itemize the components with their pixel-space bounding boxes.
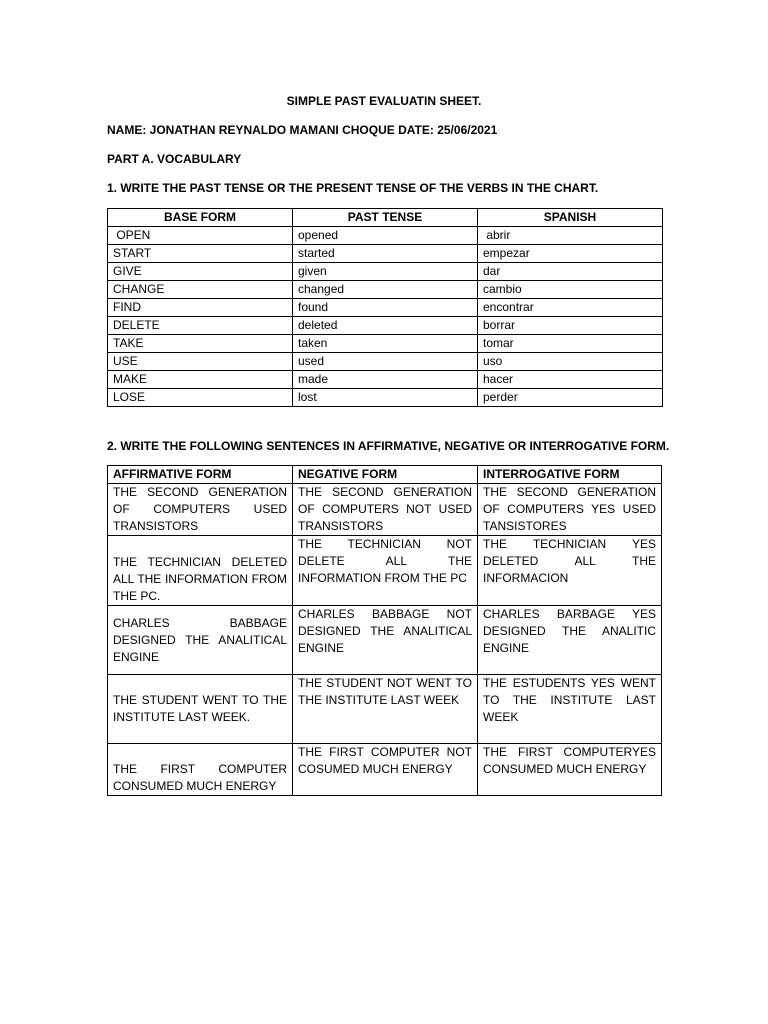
vocab-row [108, 299, 663, 317]
vocab-spanish-cell: cambio [478, 281, 663, 299]
vocab-row [108, 227, 663, 245]
sentence-header-negative: NEGATIVE FORM [293, 466, 478, 484]
sentence-row [108, 675, 662, 744]
vocab-spanish-cell: abrir [478, 227, 663, 245]
vocab-row [108, 245, 663, 263]
vocab-base-cell: DELETE [108, 317, 293, 335]
negative-cell: THE STUDENT NOT WENT TO THE INSTITUTE LAST WEEK [293, 675, 478, 744]
vocab-base-cell: OPEN [108, 227, 293, 245]
vocabulary-table [107, 208, 663, 407]
vocab-past-cell: made [293, 371, 478, 389]
vocab-past-cell: started [293, 245, 478, 263]
vocab-header-base: BASE FORM [108, 209, 293, 227]
sentence-row [108, 536, 662, 606]
vocab-row [108, 389, 663, 407]
part-a-heading: PART A. VOCABULARY [107, 152, 242, 166]
vocab-past-cell: deleted [293, 317, 478, 335]
sentence-header-affirmative: AFFIRMATIVE FORM [108, 466, 293, 484]
interrogative-cell: THE TECHNICIAN YES DELETED ALL THE INFORMACION [478, 536, 662, 606]
interrogative-cell: THE ESTUDENTS YES WENT TO THE INSTITUTE LAST WEEK [478, 675, 662, 744]
affirmative-cell: CHARLES BABBAGE DESIGNED THE ANALITICAL ENGINE [108, 606, 293, 675]
vocab-spanish-cell: empezar [478, 245, 663, 263]
vocab-base-cell: START [108, 245, 293, 263]
sentence-table [107, 465, 662, 796]
vocab-spanish-cell: encontrar [478, 299, 663, 317]
vocab-spanish-cell: borrar [478, 317, 663, 335]
vocab-row [108, 317, 663, 335]
interrogative-cell: THE SECOND GENERATION OF COMPUTERS YES USED TANSISTORES [478, 484, 662, 536]
vocab-row [108, 353, 663, 371]
vocab-header-past: PAST TENSE [293, 209, 478, 227]
sentence-header-row [108, 466, 662, 484]
document-title: SIMPLE PAST EVALUATIN SHEET. [286, 94, 482, 108]
interrogative-cell: THE FIRST COMPUTERYES CONSUMED MUCH ENERGY [478, 744, 662, 796]
vocab-header-spanish: SPANISH [478, 209, 663, 227]
vocab-spanish-cell: dar [478, 263, 663, 281]
vocab-base-cell: GIVE [108, 263, 293, 281]
vocab-spanish-cell: perder [478, 389, 663, 407]
affirmative-cell: THE TECHNICIAN DELETED ALL THE INFORMATION FROM THE PC. [108, 536, 293, 606]
vocab-past-cell: found [293, 299, 478, 317]
vocab-base-cell: LOSE [108, 389, 293, 407]
vocab-past-cell: used [293, 353, 478, 371]
vocab-row [108, 263, 663, 281]
vocab-spanish-cell: tomar [478, 335, 663, 353]
negative-cell: THE TECHNICIAN NOT DELETE ALL THE INFORMATION FROM THE PC [293, 536, 478, 606]
sentence-header-interrogative: INTERROGATIVE FORM [478, 466, 662, 484]
affirmative-cell: THE STUDENT WENT TO THE INSTITUTE LAST WEEK. [108, 675, 293, 744]
negative-cell: THE SECOND GENERATION OF COMPUTERS NOT USED TRANSISTORS [293, 484, 478, 536]
vocab-past-cell: taken [293, 335, 478, 353]
vocab-row [108, 281, 663, 299]
vocab-past-cell: opened [293, 227, 478, 245]
vocab-base-cell: FIND [108, 299, 293, 317]
name-date-line: NAME: JONATHAN REYNALDO MAMANI CHOQUE DATE: 25/06/2021 [107, 123, 498, 137]
vocab-past-cell: changed [293, 281, 478, 299]
affirmative-cell: THE FIRST COMPUTER CONSUMED MUCH ENERGY [108, 744, 293, 796]
sentence-row [108, 606, 662, 675]
affirmative-cell: THE SECOND GENERATION OF COMPUTERS USED TRANSISTORS [108, 484, 293, 536]
sentence-row [108, 744, 662, 796]
negative-cell: CHARLES BABBAGE NOT DESIGNED THE ANALITICAL ENGINE [293, 606, 478, 675]
instruction-2: 2. WRITE THE FOLLOWING SENTENCES IN AFFIRMATIVE, NEGATIVE OR INTERROGATIVE FORM. [107, 439, 670, 453]
interrogative-cell: CHARLES BARBAGE YES DESIGNED THE ANALITIC ENGINE [478, 606, 662, 675]
vocab-past-cell: given [293, 263, 478, 281]
vocab-spanish-cell: uso [478, 353, 663, 371]
vocab-base-cell: CHANGE [108, 281, 293, 299]
vocab-row [108, 335, 663, 353]
vocab-past-cell: lost [293, 389, 478, 407]
sentence-row [108, 484, 662, 536]
vocab-row [108, 371, 663, 389]
vocab-base-cell: TAKE [108, 335, 293, 353]
negative-cell: THE FIRST COMPUTER NOT COSUMED MUCH ENERGY [293, 744, 478, 796]
instruction-1: 1. WRITE THE PAST TENSE OR THE PRESENT TENSE OF THE VERBS IN THE CHART. [107, 181, 599, 195]
vocab-spanish-cell: hacer [478, 371, 663, 389]
vocab-base-cell: MAKE [108, 371, 293, 389]
vocab-header-row [108, 209, 663, 227]
vocab-base-cell: USE [108, 353, 293, 371]
